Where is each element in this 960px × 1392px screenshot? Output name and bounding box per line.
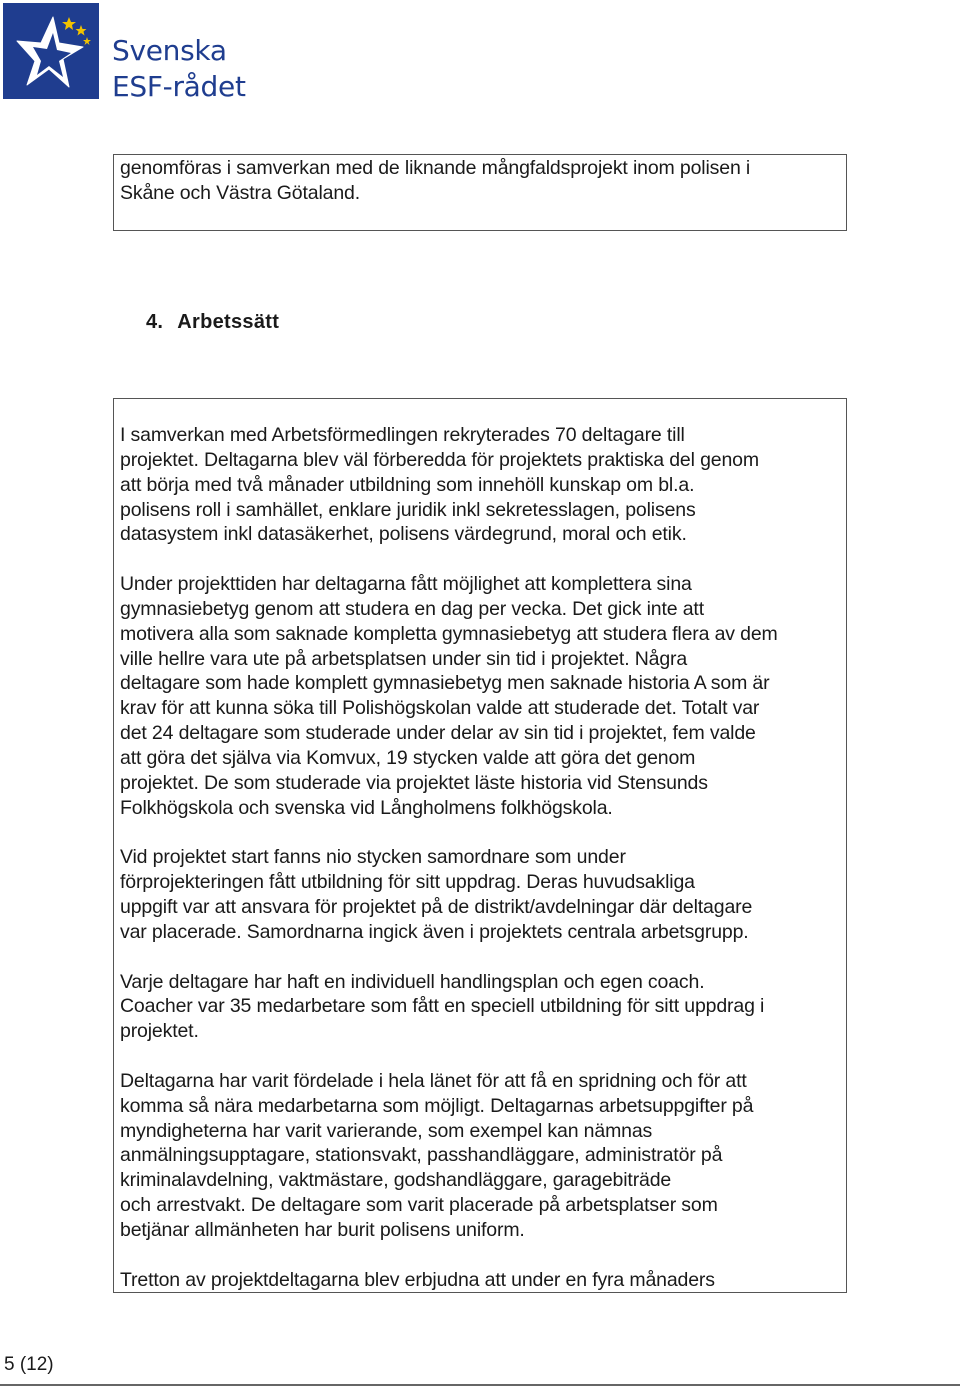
paragraph-5: Deltagarna har varit fördelade i hela länet för att få en spridning och för att komma så nära medarbetarna som möjligt. Deltagarnas arbetsuppgifter på myndigheterna har varit varierande, som exempel kan nämnas anmälningsupptagare, stationsvakt, passhandläggare, administratör på kriminalavdelning, vaktmästare, godshandläggare, garagebiträde och arrestvakt. De deltagare som varit placerade på arbetsplatser som betjänar allmänheten har burit polisens uniform.	[120, 1069, 754, 1241]
logo-star-emblem	[3, 3, 99, 99]
paragraph-1: I samverkan med Arbetsförmedlingen rekryterades 70 deltagare till projektet. Deltagarna blev väl förberedda för projektets praktiska del genom att börja med två månader utbildning som innehöll kunskap om bl.a. polisens roll i samhället, enklare juridik inkl sekretesslagen, polisens datasystem inkl datasäkerhet, polisens värdegrund, moral och etik.	[120, 424, 759, 546]
paragraph-3: Vid projektet start fanns nio stycken samordnare som under förprojekteringen fått utbildning för sitt uppdrag. Deras huvudsakliga uppgift var att ansvara för projektet på de distrikt/avdelningar där deltagare var placerade. Samordnarna ingick även i projektets centrala arbetsgrupp.	[120, 846, 753, 943]
section-number: 4.	[146, 311, 164, 333]
footer-divider	[0, 1384, 960, 1386]
paragraph-6: Tretton av projektdeltagarna blev erbjudna att under en fyra månaders	[120, 1268, 715, 1291]
star-icon	[3, 3, 99, 99]
section-heading	[146, 311, 279, 334]
paragraph-2: Under projekttiden har deltagarna fått möjlighet att komplettera sina gymnasiebetyg genom att studera en dag per vecka. Det gick inte att motivera alla som saknade kompletta gymnasiebetyg att studera flera av dem ville hellre vara ute på arbetsplatsen under sin tid i projektet. Några deltagare som hade komplett gymnasiebetyg men saknade historia A som är krav för att kunna söka till Polishögskolan valde att studerade det. Totalt var det 24 deltagare som studerade under delar av sin tid i projektet, fem valde att göra det själva via Komvux, 19 stycken valde att göra det genom projektet. De som studerade via projektet läste historia vid Stensunds Folkhögskola och svenska vid Långholmens folkhögskola.	[120, 573, 778, 819]
continuation-paragraph: genomföras i samverkan med de liknande mångfaldsprojekt inom polisen i Skåne och Västra Götaland.	[120, 157, 751, 204]
paragraph-4: Varje deltagare har haft en individuell handlingsplan och egen coach. Coacher var 35 medarbetare som fått en speciell utbildning för sitt uppdrag i projektet.	[120, 970, 765, 1043]
logo-line-1: Svenska	[112, 34, 227, 67]
svenska-esf-radet-logo	[3, 3, 246, 103]
section-title: Arbetssätt	[177, 311, 280, 333]
continuation-text-box	[113, 154, 847, 231]
logo-wordmark	[112, 33, 246, 105]
logo-line-2: ESF-rådet	[112, 70, 246, 103]
arbetssatt-text-box	[113, 398, 847, 1293]
page-number: 5 (12)	[4, 1354, 54, 1375]
